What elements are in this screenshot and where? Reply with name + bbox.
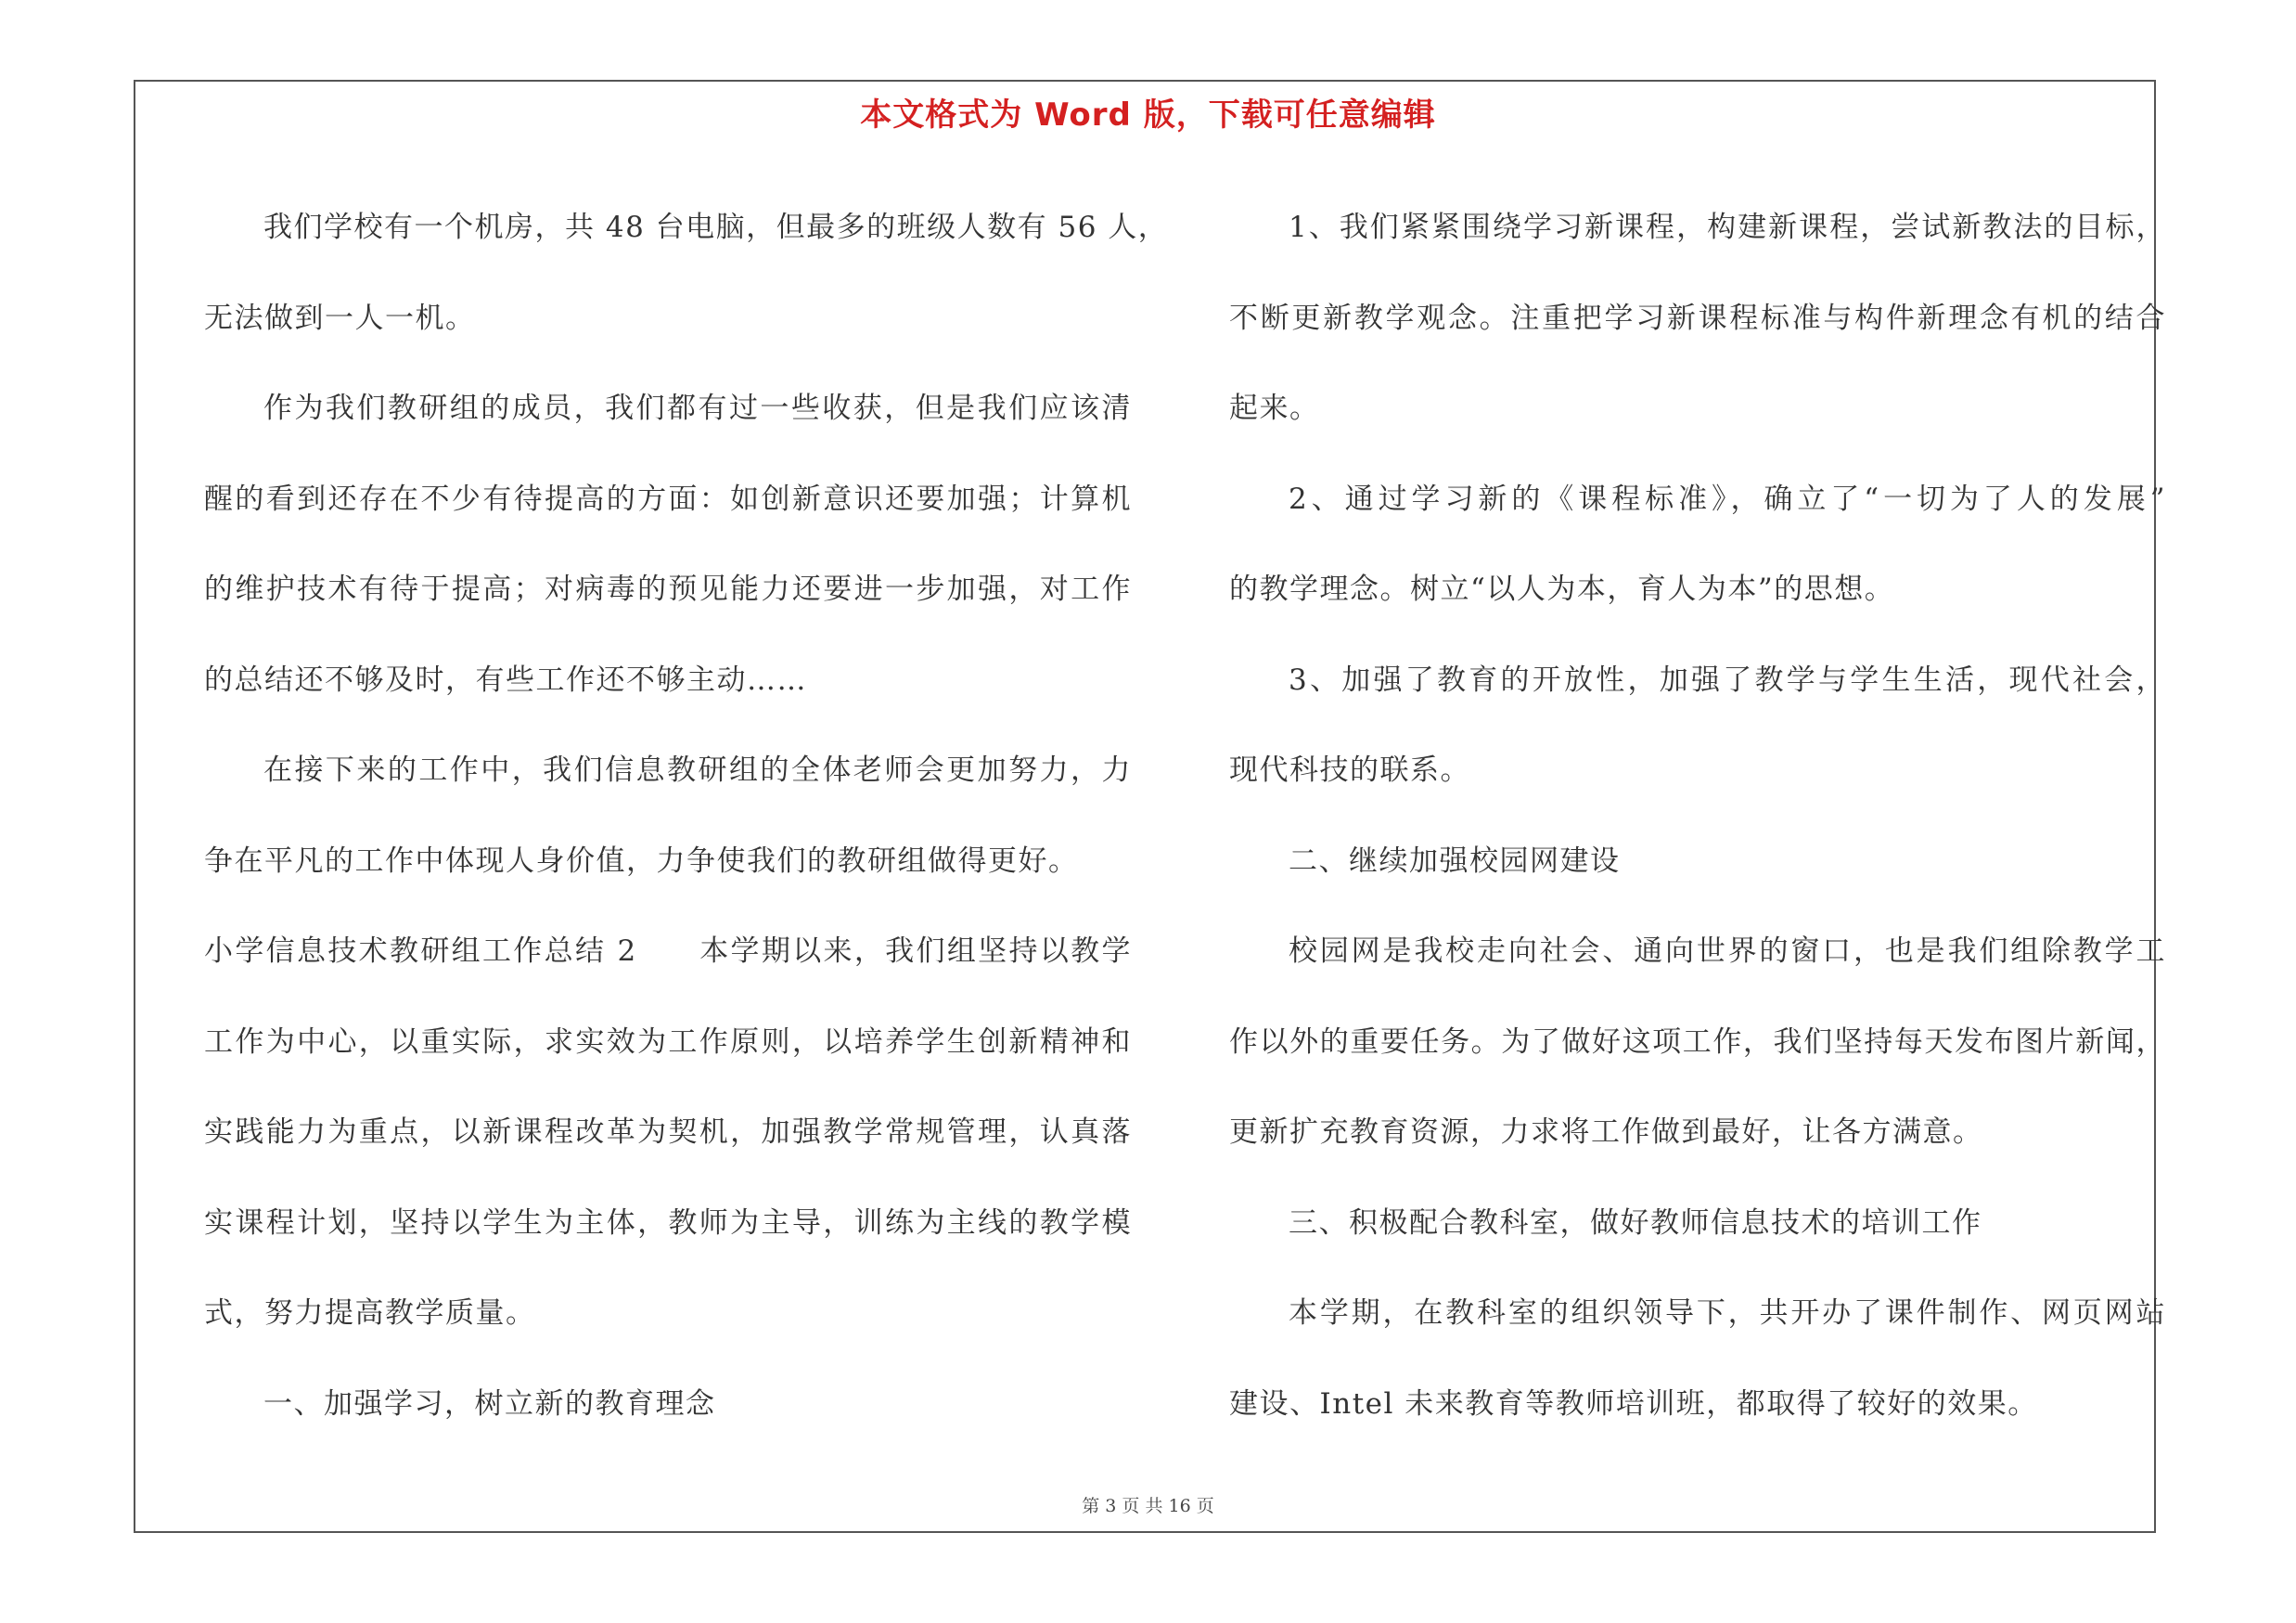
page-footer: 第 3 页 共 16 页 — [1082, 1496, 1214, 1516]
text-line: 的维护技术有待于提高；对病毒的预见能力还要进一步加强，对工作 — [204, 573, 1132, 606]
text-line: 三、积极配合教科室，做好教师信息技术的培训工作 — [1289, 1205, 1982, 1240]
text-line: 二、继续加强校园网建设 — [1289, 844, 1621, 878]
right-column — [1229, 183, 2166, 1449]
text-line: 一、加强学习，树立新的教育理念 — [263, 1386, 716, 1421]
text-line: 3、加强了教育的开放性，加强了教学与学生生活，现代社会， — [1289, 663, 2166, 697]
text-line: 起来。 — [1229, 392, 1320, 425]
text-line: 争在平凡的工作中体现人身价值，力争使我们的教研组做得更好。 — [204, 844, 1079, 878]
text-line: 1、我们紧紧围绕学习新课程，构建新课程，尝试新教法的目标， — [1289, 211, 2166, 244]
text-line: 式，努力提高教学质量。 — [204, 1296, 536, 1330]
text-line: 在接下来的工作中，我们信息教研组的全体老师会更加努力，力 — [263, 754, 1132, 787]
text-line: 实课程计划，坚持以学生为主体，教师为主导，训练为主线的教学模 — [204, 1205, 1132, 1240]
header-banner: 本文格式为 Word 版，下载可任意编辑 — [860, 97, 1436, 134]
text-line: 2、通过学习新的《课程标准》，确立了“一切为了人的发展” — [1289, 482, 2166, 516]
text-line: 更新扩充教育资源，力求将工作做到最好，让各方满意。 — [1229, 1115, 1983, 1149]
text-line: 工作为中心，以重实际，求实效为工作原则，以培养学生创新精神和 — [204, 1024, 1132, 1059]
text-line: 的总结还不够及时，有些工作还不够主动…… — [204, 663, 807, 697]
text-line: 校园网是我校走向社会、通向世界的窗口，也是我们组除教学工 — [1289, 934, 2166, 968]
text-line: 本学期，在教科室的组织领导下，共开办了课件制作、网页网站 — [1289, 1296, 2166, 1330]
text-line: 现代科技的联系。 — [1229, 754, 1470, 787]
text-line: 醒的看到还存在不少有待提高的方面：如创新意识还要加强；计算机 — [204, 482, 1132, 516]
text-line: 不断更新教学观念。注重把学习新课程标准与构件新理念有机的结合 — [1229, 301, 2166, 335]
text-line: 作以外的重要任务。为了做好这项工作，我们坚持每天发布图片新闻， — [1229, 1024, 2166, 1059]
text-line: 建设、Intel 未来教育等教师培训班，都取得了较好的效果。 — [1229, 1386, 2038, 1421]
left-column — [204, 183, 1169, 1449]
text-line: 实践能力为重点，以新课程改革为契机，加强教学常规管理，认真落 — [204, 1115, 1132, 1149]
text-line: 无法做到一人一机。 — [204, 301, 476, 335]
text-line: 我们学校有一个机房，共 48 台电脑，但最多的班级人数有 56 人， — [263, 211, 1169, 244]
text-line: 小学信息技术教研组工作总结 2 本学期以来，我们组坚持以教学 — [204, 934, 1132, 968]
text-line: 作为我们教研组的成员，我们都有过一些收获，但是我们应该清 — [263, 392, 1132, 425]
text-line: 的教学理念。树立“以人为本，育人为本”的思想。 — [1229, 573, 1895, 606]
